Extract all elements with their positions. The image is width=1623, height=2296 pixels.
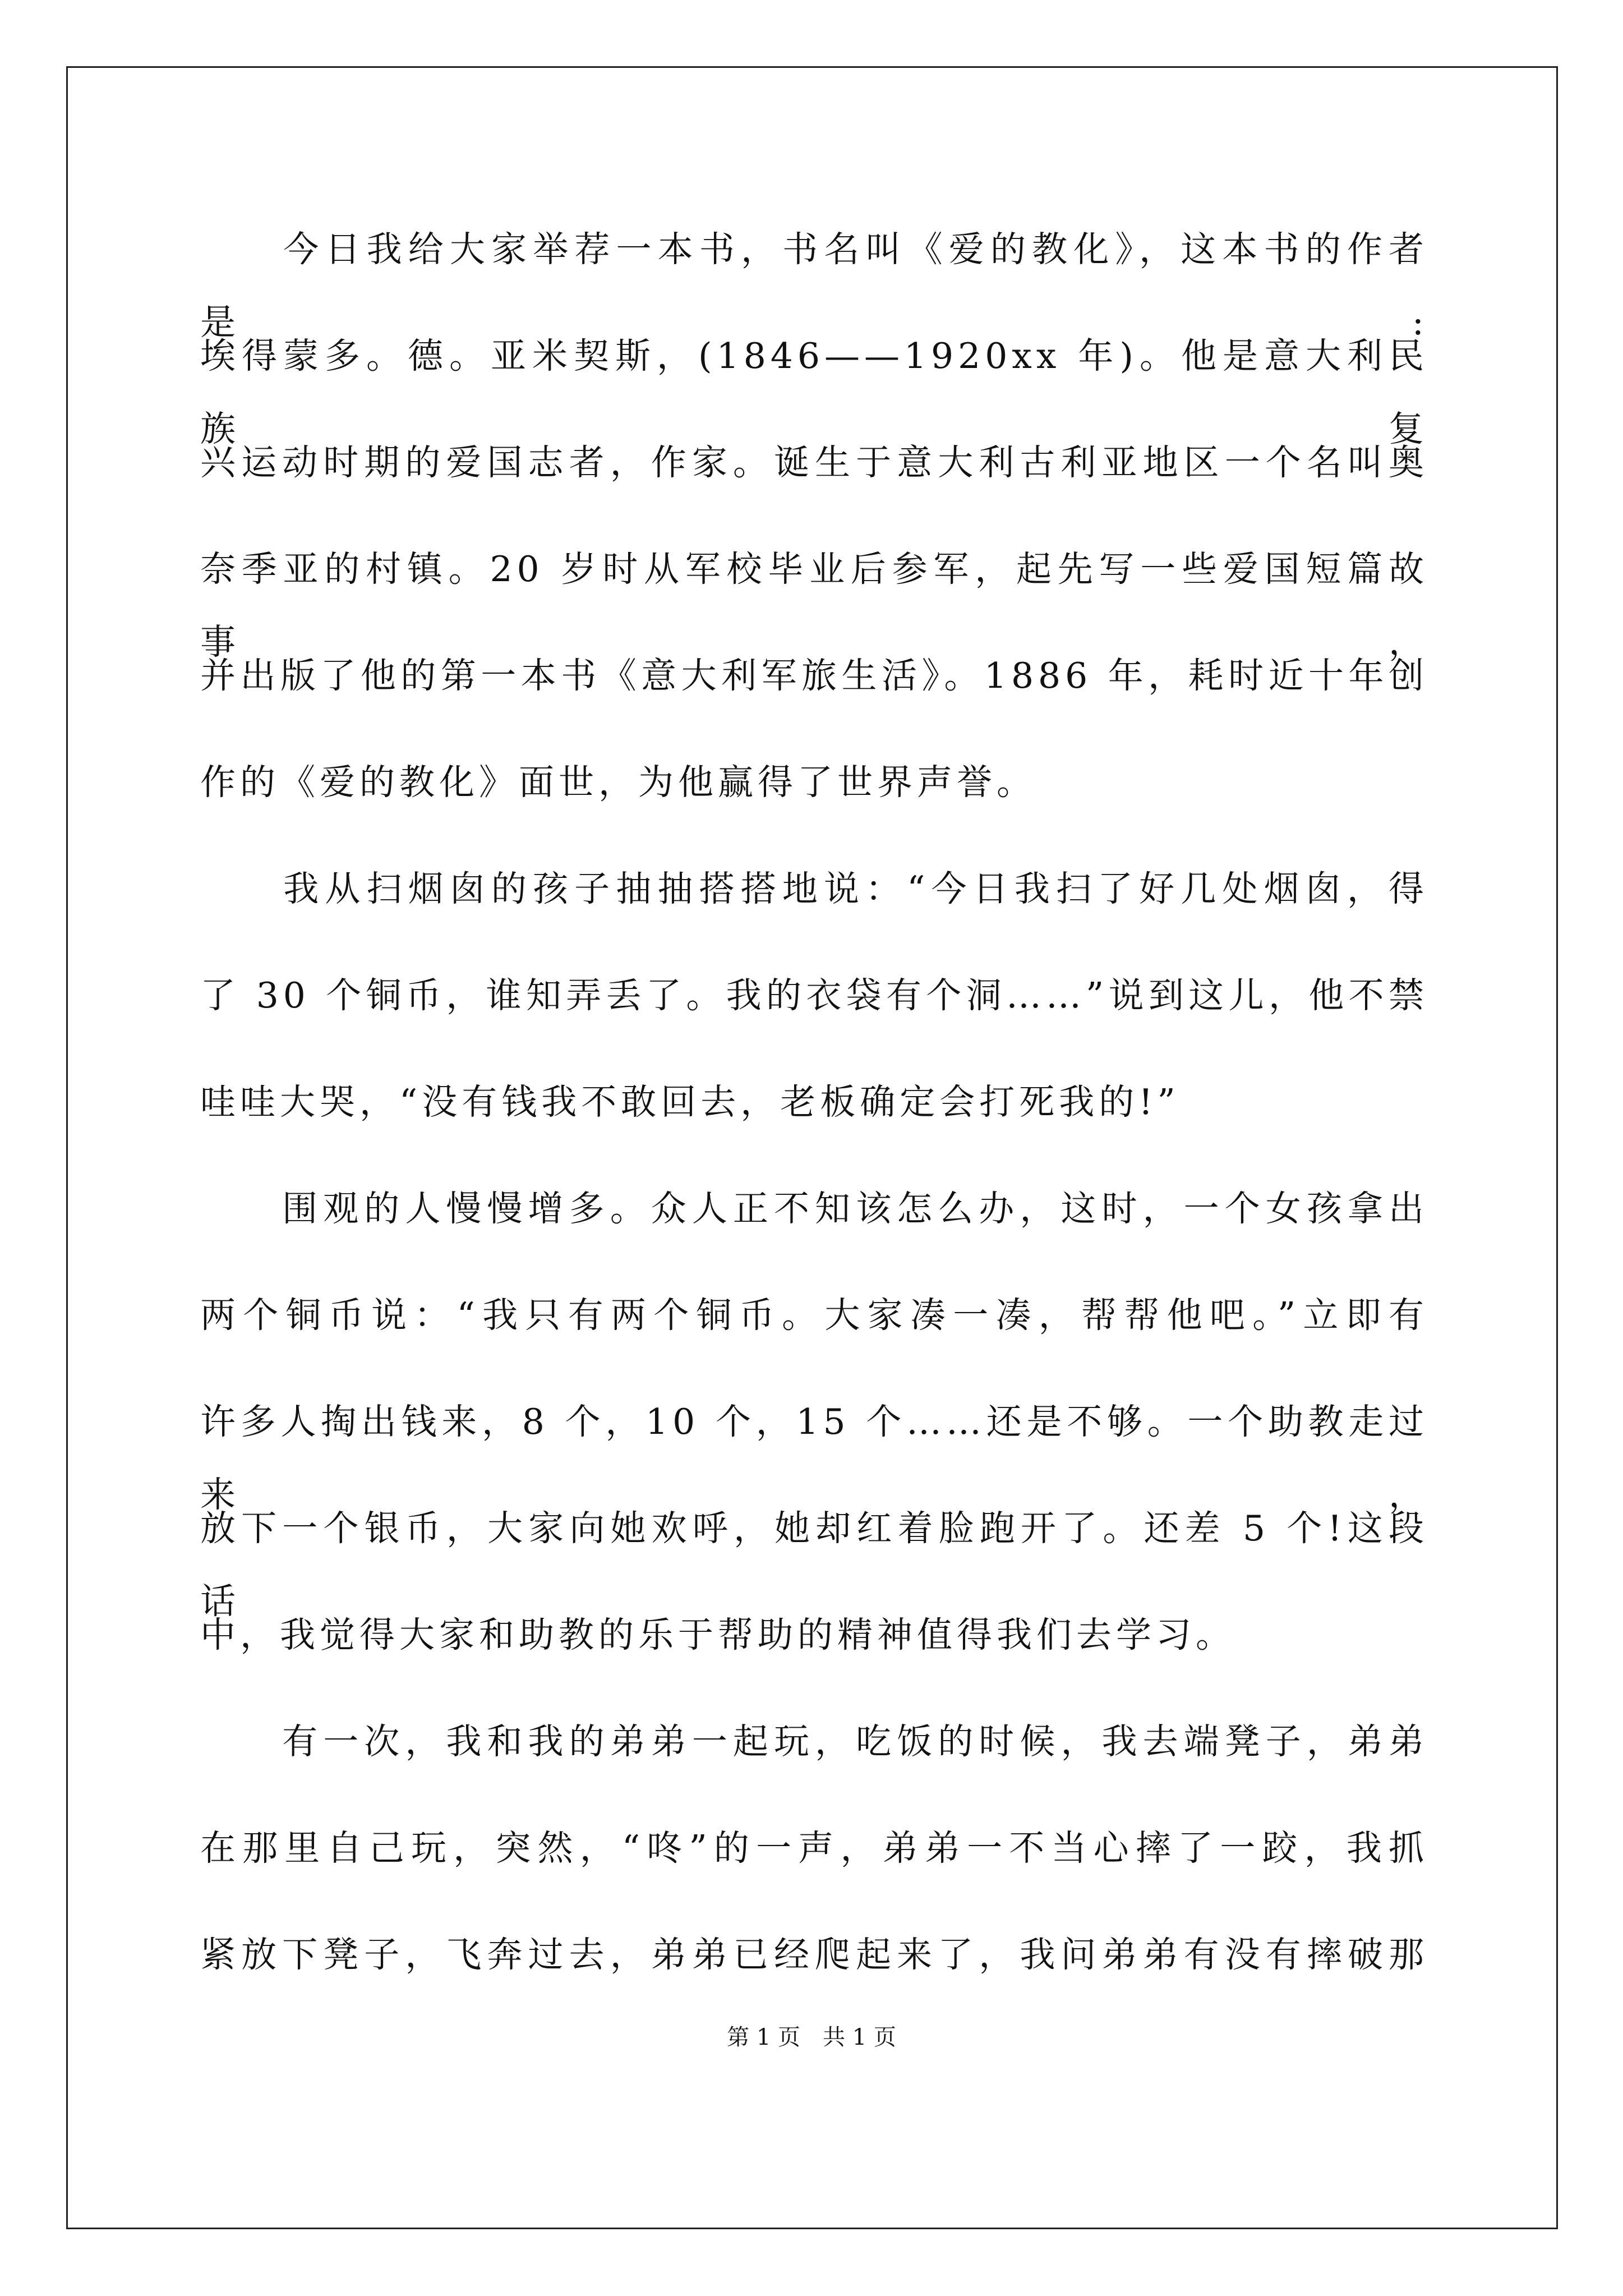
text-line: 中，我觉得大家和助教的乐于帮助的精神值得我们去学习。 — [200, 1614, 1235, 1655]
text-line: 有一次，我和我的弟弟一起玩，吃饭的时候，我去端凳子，弟弟 — [200, 1721, 1428, 1762]
text-line: 两个铜币说：“我只有两个铜币。大家凑一凑，帮帮他吧。”立即有 — [200, 1295, 1428, 1336]
text-line: 在那里自己玩，突然，“咚”的一声，弟弟一不当心摔了一跤，我抓 — [200, 1828, 1428, 1869]
text-line: 今日我给大家举荐一本书，书名叫《爱的教化》，这本书的作者是: — [200, 229, 1428, 343]
text-line: 了 30 个铜币，谁知弄丢了。我的衣袋有个洞……”说到这儿，他不禁 — [200, 975, 1428, 1016]
page-number-footer: 第 1 页 共 1 页 — [727, 2024, 896, 2050]
text-line: 作的《爱的教化》面世，为他赢得了世界声誉。 — [200, 762, 1036, 803]
text-line: 我从扫烟囱的孩子抽抽搭搭地说：“今日我扫了好几处烟囱，得 — [200, 868, 1428, 909]
document-body — [200, 213, 1428, 2025]
text-line: 兴运动时期的爱国志者，作家。诞生于意大利古利亚地区一个名叫奥 — [200, 442, 1428, 483]
text-line: 哇哇大哭，“没有钱我不敢回去，老板确定会打死我的!” — [200, 1082, 1180, 1122]
text-line: 奈季亚的村镇。20 岁时从军校毕业后参军，起先写一些爱国短篇故事， — [200, 549, 1428, 662]
text-line: 围观的人慢慢增多。众人正不知该怎么办，这时，一个女孩拿出 — [200, 1188, 1428, 1229]
text-line: 许多人掏出钱来，8 个，10 个，15 个……还是不够。一个助教走过来， — [200, 1401, 1428, 1515]
text-line: 紧放下凳子，飞奔过去，弟弟已经爬起来了，我问弟弟有没有摔破那 — [200, 1934, 1428, 1975]
text-line: 埃得蒙多。德。亚米契斯，(1846——1920xx 年)。他是意大利民族复 — [200, 335, 1428, 449]
text-line: 放下一个银币，大家向她欢呼，她却红着脸跑开了。还差 5 个!这段话 — [200, 1508, 1428, 1622]
text-line: 并出版了他的第一本书《意大利军旅生活》。1886 年，耗时近十年创 — [200, 655, 1428, 696]
